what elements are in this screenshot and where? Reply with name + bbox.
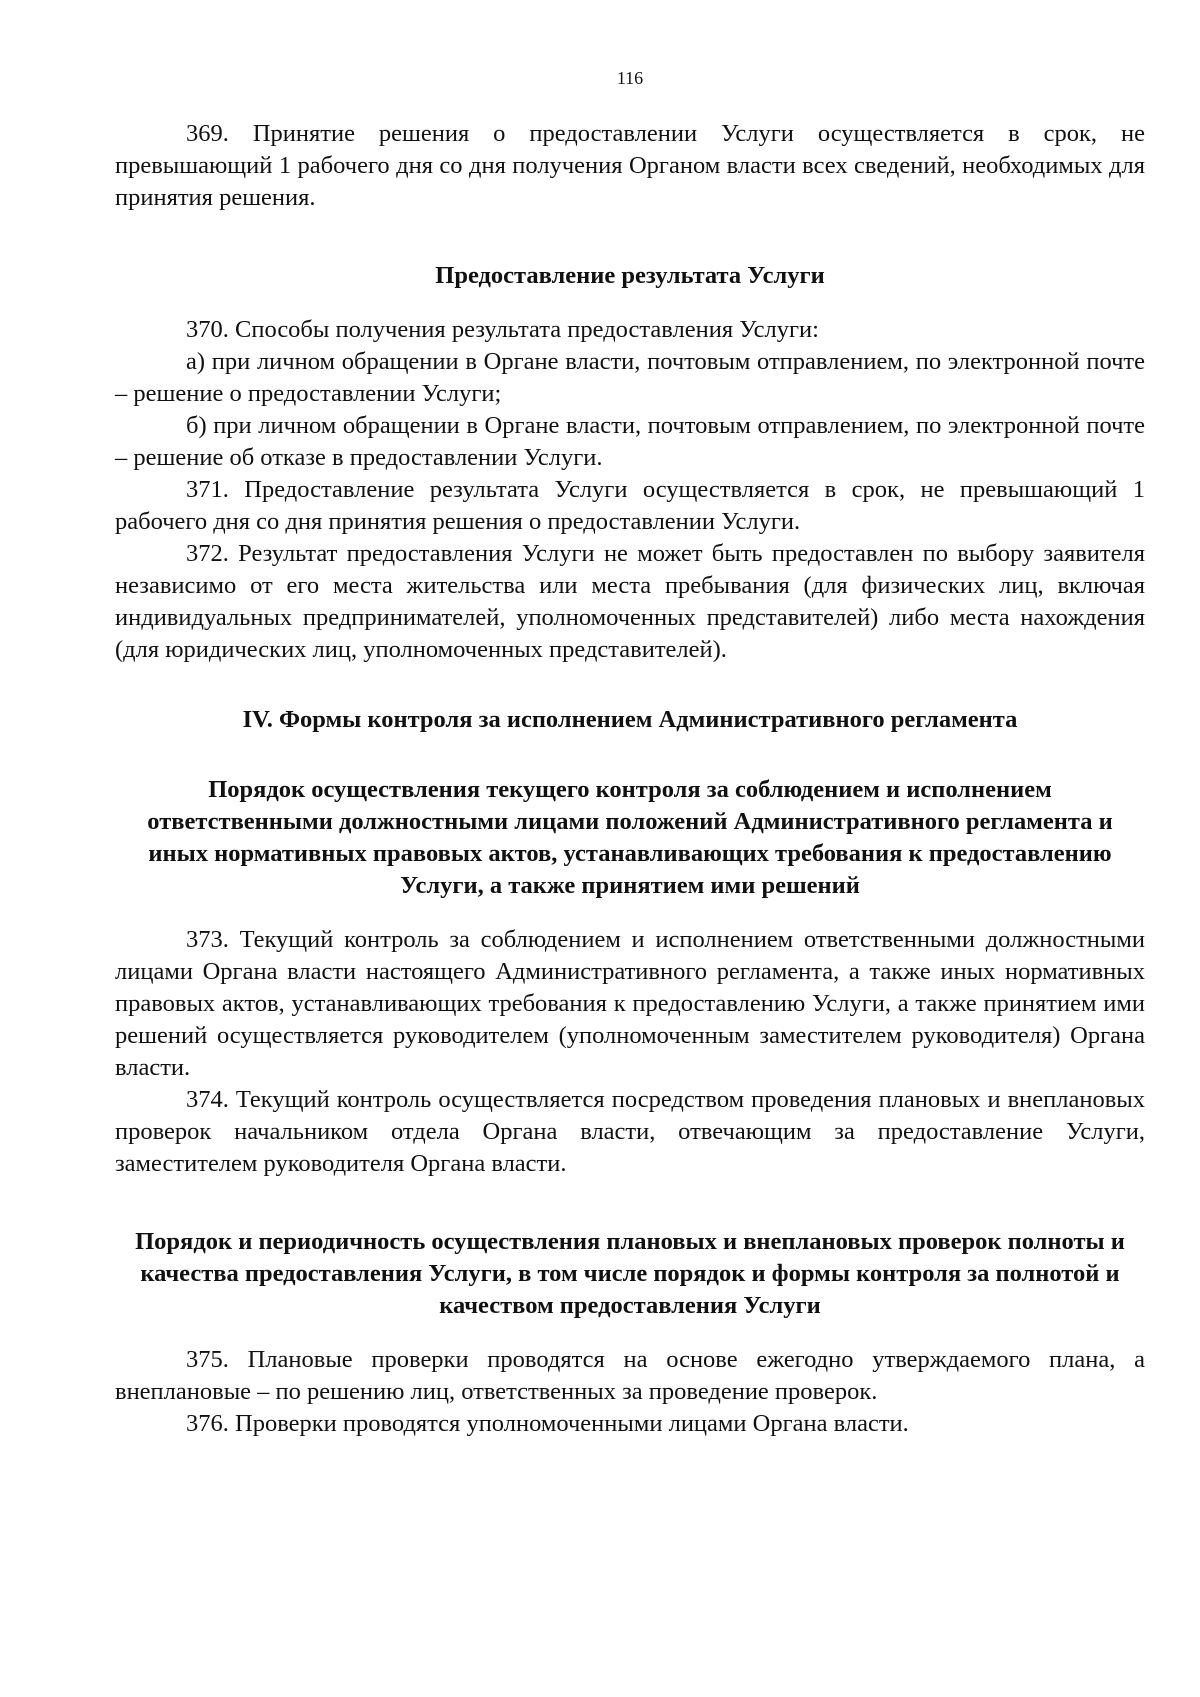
paragraph-370: 370. Способы получения результата предоставления Услуги: <box>186 316 819 343</box>
heading-result-provision: Предоставление результата Услуги <box>435 262 825 289</box>
paragraph-372: 372. Результат предоставления Услуги не может быть предоставлен по выбору заявителя независимо от его места жительства или места пребывания (для физических лиц, включая индивидуальных предпринимателей, уполномоченных представителей) либо места нахождения (для юридических лиц, уполномоченных представителей). <box>115 540 1145 663</box>
document-body <box>115 118 1145 1440</box>
paragraph-370-a: а) при личном обращении в Органе власти, почтовым отправлением, по электронной почте – решение о предоставлении Услуги; <box>115 348 1145 407</box>
paragraph-374: 374. Текущий контроль осуществляется посредством проведения плановых и внеплановых проверок начальником отдела Органа власти, отвечающим за предоставление Услуги, заместителем руководителя Органа власти. <box>115 1086 1145 1177</box>
paragraph-375: 375. Плановые проверки проводятся на основе ежегодно утверждаемого плана, а внеплановые – по решению лиц, ответственных за проведение проверок. <box>115 1346 1145 1405</box>
paragraph-373: 373. Текущий контроль за соблюдением и исполнением ответственными должностными лицами Органа власти настоящего Административного регламента, а также иных нормативных правовых актов, устанавливающих требования к предоставлению Услуги, а также принятием ими решений осуществляется руководителем (уполномоченным заместителем руководителя) Органа власти. <box>115 926 1145 1081</box>
paragraph-369: 369. Принятие решения о предоставлении Услуги осуществляется в срок, не превышающий 1 рабочего дня со дня получения Органом власти всех сведений, необходимых для принятия решения. <box>115 120 1145 211</box>
paragraph-376: 376. Проверки проводятся уполномоченными лицами Органа власти. <box>186 1410 909 1437</box>
paragraph-371: 371. Предоставление результата Услуги осуществляется в срок, не превышающий 1 рабочего дня со дня принятия решения о предоставлении Услуги. <box>115 476 1145 535</box>
page-number: 116 <box>616 68 644 88</box>
chapter-4-heading: IV. Формы контроля за исполнением Административного регламента <box>242 706 1018 733</box>
paragraph-370-b: б) при личном обращении в Органе власти, почтовым отправлением, по электронной почте – решение об отказе в предоставлении Услуги. <box>115 412 1145 471</box>
heading-current-control: Порядок осуществления текущего контроля за соблюдением и исполнением ответственными должностными лицами положений Административного регламента и иных нормативных правовых актов, устанавливающих требования к предоставлению Услуги, а также принятием ими решений <box>147 776 1113 899</box>
heading-inspections: Порядок и периодичность осуществления плановых и внеплановых проверок полноты и качества предоставления Услуги, в том числе порядок и формы контроля за полнотой и качеством предоставления Услуги <box>135 1228 1125 1319</box>
